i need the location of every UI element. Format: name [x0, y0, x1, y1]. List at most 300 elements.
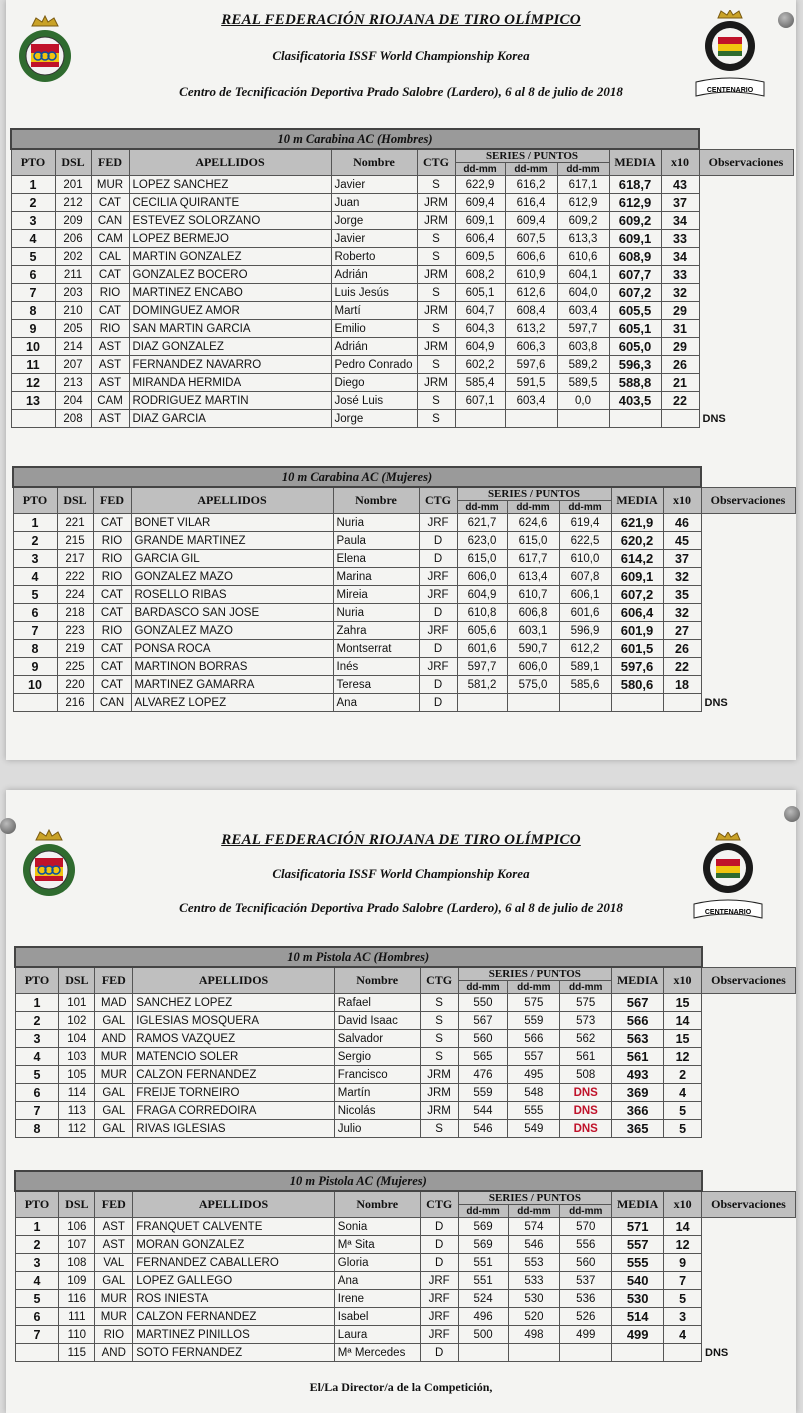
series-score-cell: 496	[458, 1308, 508, 1326]
observations-cell	[701, 676, 795, 694]
average-cell: 540	[612, 1272, 664, 1290]
federation-cell: CAT	[93, 640, 131, 658]
surname-cell: SOTO FERNANDEZ	[133, 1344, 335, 1362]
col-pto-header: PTO	[15, 1191, 59, 1218]
observations-cell	[699, 356, 793, 374]
federation-title: REAL FEDERACIÓN RIOJANA DE TIRO OLÍMPICO	[221, 12, 581, 28]
average-cell: 607,7	[609, 266, 661, 284]
col-media-header: MEDIA	[612, 967, 664, 994]
series-score-cell: 608,2	[455, 266, 505, 284]
rank-cell: 4	[11, 230, 55, 248]
col-dsl-header: DSL	[59, 967, 95, 994]
average-cell	[611, 694, 663, 712]
category-cell: D	[419, 676, 457, 694]
table-row	[13, 586, 795, 604]
series-score-cell: 548	[508, 1084, 560, 1102]
col-apellidos-header: APELLIDOS	[133, 1191, 335, 1218]
series-score-cell: 612,2	[559, 640, 611, 658]
observations-cell	[701, 586, 795, 604]
average-cell: 609,1	[609, 230, 661, 248]
series-score-cell: 609,5	[455, 248, 505, 266]
x10-cell: 5	[664, 1102, 702, 1120]
dsl-cell: 216	[57, 694, 93, 712]
observations-cell	[702, 1066, 796, 1084]
observations-cell	[699, 338, 793, 356]
series-score-cell: 589,2	[557, 356, 609, 374]
series-score-cell: 596,9	[559, 622, 611, 640]
rank-cell	[15, 1344, 59, 1362]
series-score-cell: 546	[458, 1120, 508, 1138]
series-score-cell: 536	[560, 1290, 612, 1308]
rank-cell: 6	[15, 1084, 59, 1102]
average-cell: 620,2	[611, 532, 663, 550]
federation-cell: CAM	[91, 392, 129, 410]
x10-cell: 46	[663, 514, 701, 532]
dsl-cell: 108	[59, 1254, 95, 1272]
federation-cell: AND	[95, 1030, 133, 1048]
series-score-cell	[557, 410, 609, 428]
series-score-cell: 609,4	[505, 212, 557, 230]
first-name-cell: Paula	[333, 532, 419, 550]
series-score-cell: 609,2	[557, 212, 609, 230]
series-score-cell: 526	[560, 1308, 612, 1326]
observations-cell	[702, 1236, 796, 1254]
federation-cell: RIO	[91, 284, 129, 302]
average-cell: 605,1	[609, 320, 661, 338]
series-score-cell: 597,7	[557, 320, 609, 338]
rank-cell: 3	[13, 550, 57, 568]
col-dsl-header: DSL	[55, 149, 91, 176]
federation-cell: MUR	[95, 1308, 133, 1326]
federation-cell: CAT	[93, 676, 131, 694]
average-cell: 614,2	[611, 550, 663, 568]
federation-cell: RIO	[91, 320, 129, 338]
x10-cell: 12	[664, 1236, 702, 1254]
col-observaciones-header: Observaciones	[702, 967, 796, 994]
table-row	[13, 568, 795, 586]
col-fed-header: FED	[91, 149, 129, 176]
table-title: 10 m Carabina AC (Mujeres)	[13, 467, 701, 487]
dsl-cell: 110	[59, 1326, 95, 1344]
table-row	[15, 1218, 796, 1236]
series-score-cell: 549	[508, 1120, 560, 1138]
category-cell: JRF	[420, 1272, 458, 1290]
series-score-cell: 589,5	[557, 374, 609, 392]
table-row	[15, 1084, 796, 1102]
observations-cell	[702, 1048, 796, 1066]
series-score-cell: 590,7	[507, 640, 559, 658]
federation-cell: CAT	[93, 586, 131, 604]
col-series-dd-header: dd-mm	[458, 981, 508, 994]
surname-cell: BARDASCO SAN JOSE	[131, 604, 333, 622]
category-cell: S	[420, 994, 458, 1012]
rank-cell: 2	[15, 1236, 59, 1254]
table-row	[15, 1236, 796, 1254]
series-score-cell: 500	[458, 1326, 508, 1344]
average-cell: 609,2	[609, 212, 661, 230]
x10-cell: 7	[664, 1272, 702, 1290]
x10-cell: 29	[661, 302, 699, 320]
dsl-cell: 208	[55, 410, 91, 428]
average-cell	[609, 410, 661, 428]
observations-cell	[699, 320, 793, 338]
surname-cell: FERNANDEZ NAVARRO	[129, 356, 331, 374]
series-score-cell: 608,4	[505, 302, 557, 320]
rank-cell: 1	[15, 1218, 59, 1236]
dsl-cell: 104	[59, 1030, 95, 1048]
rank-cell: 7	[13, 622, 57, 640]
series-score-cell: 607,8	[559, 568, 611, 586]
series-score-cell: 607,5	[505, 230, 557, 248]
series-score-cell: 602,2	[455, 356, 505, 374]
surname-cell: MARTINEZ GAMARRA	[131, 676, 333, 694]
category-cell: JRM	[417, 212, 455, 230]
dsl-cell: 218	[57, 604, 93, 622]
x10-cell	[664, 1344, 702, 1362]
table-row	[15, 1254, 796, 1272]
first-name-cell: Jorge	[331, 410, 417, 428]
first-name-cell: Jorge	[331, 212, 417, 230]
observations-cell	[702, 1120, 796, 1138]
average-cell: 606,4	[611, 604, 663, 622]
observations-cell	[701, 550, 795, 568]
observations-cell	[702, 1218, 796, 1236]
observations-cell	[699, 266, 793, 284]
table-row	[13, 514, 795, 532]
col-nombre-header: Nombre	[334, 967, 420, 994]
surname-cell: FREIJE TORNEIRO	[133, 1084, 334, 1102]
series-score-cell: 566	[508, 1030, 560, 1048]
average-cell: 557	[612, 1236, 664, 1254]
col-fed-header: FED	[95, 967, 133, 994]
x10-cell: 34	[661, 212, 699, 230]
dsl-cell: 217	[57, 550, 93, 568]
col-series-dd-header: dd-mm	[559, 501, 611, 514]
category-cell: JRM	[420, 1066, 458, 1084]
category-cell: JRF	[419, 586, 457, 604]
x10-cell: 12	[664, 1048, 702, 1066]
category-cell: D	[419, 694, 457, 712]
category-cell: D	[419, 640, 457, 658]
series-score-cell	[457, 694, 507, 712]
federation-cell: CAM	[91, 230, 129, 248]
observations-cell	[699, 194, 793, 212]
first-name-cell: Mª Sita	[334, 1236, 420, 1254]
surname-cell: GONZALEZ MAZO	[131, 622, 333, 640]
first-name-cell: Sergio	[334, 1048, 420, 1066]
average-cell: 618,7	[609, 176, 661, 194]
average-cell: 601,9	[611, 622, 663, 640]
federation-cell: GAL	[95, 1084, 133, 1102]
series-score-cell: 601,6	[457, 640, 507, 658]
series-score-cell: 613,4	[507, 568, 559, 586]
series-score-cell: 610,8	[457, 604, 507, 622]
rank-cell: 6	[11, 266, 55, 284]
federation-cell: GAL	[95, 1272, 133, 1290]
series-score-cell: 544	[458, 1102, 508, 1120]
col-series-header: SERIES / PUNTOS	[458, 1191, 612, 1205]
series-score-cell: 495	[508, 1066, 560, 1084]
col-media-header: MEDIA	[611, 487, 663, 514]
rank-cell: 1	[15, 994, 59, 1012]
dsl-cell: 109	[59, 1272, 95, 1290]
series-score-cell: 570	[560, 1218, 612, 1236]
first-name-cell: Pedro Conrado	[331, 356, 417, 374]
series-score-cell: 597,6	[505, 356, 557, 374]
surname-cell: FERNANDEZ CABALLERO	[133, 1254, 335, 1272]
first-name-cell: Nicolás	[334, 1102, 420, 1120]
competition-subtitle: Clasificatoria ISSF World Championship Korea	[272, 866, 530, 881]
competition-venue: Centro de Tecnificación Deportiva Prado Salobre (Lardero), 6 al 8 de julio de 2018	[179, 84, 623, 99]
series-score-cell: 604,3	[455, 320, 505, 338]
col-media-header: MEDIA	[609, 149, 661, 176]
rank-cell: 5	[15, 1290, 59, 1308]
competition-venue: Centro de Tecnificación Deportiva Prado Salobre (Lardero), 6 al 8 de julio de 2018	[179, 900, 623, 915]
x10-cell: 4	[664, 1326, 702, 1344]
category-cell: JRF	[419, 622, 457, 640]
series-score-cell: 546	[508, 1236, 560, 1254]
series-score-cell: DNS	[560, 1120, 612, 1138]
x10-cell: 26	[663, 640, 701, 658]
observations-cell	[699, 392, 793, 410]
surname-cell: ROS INIESTA	[133, 1290, 335, 1308]
dsl-cell: 112	[59, 1120, 95, 1138]
series-score-cell	[560, 1344, 612, 1362]
col-series-dd-header: dd-mm	[508, 1205, 560, 1218]
dsl-cell: 103	[59, 1048, 95, 1066]
average-cell: 563	[612, 1030, 664, 1048]
dsl-cell: 204	[55, 392, 91, 410]
first-name-cell: Marina	[333, 568, 419, 586]
series-score-cell: 573	[560, 1012, 612, 1030]
surname-cell: MARTINEZ PINILLOS	[133, 1326, 335, 1344]
federation-cell: AST	[95, 1218, 133, 1236]
col-series-header: SERIES / PUNTOS	[457, 487, 611, 501]
federation-cell: AST	[91, 356, 129, 374]
series-score-cell: 555	[508, 1102, 560, 1120]
x10-cell: 26	[661, 356, 699, 374]
average-cell: 605,5	[609, 302, 661, 320]
x10-cell: 32	[661, 284, 699, 302]
rank-cell: 3	[15, 1254, 59, 1272]
table-row	[11, 302, 793, 320]
dsl-cell: 113	[59, 1102, 95, 1120]
series-score-cell: 616,4	[505, 194, 557, 212]
spacer	[702, 947, 796, 967]
series-score-cell	[508, 1344, 560, 1362]
first-name-cell: Martín	[334, 1084, 420, 1102]
surname-cell: MARTIN GONZALEZ	[129, 248, 331, 266]
category-cell: JRF	[419, 658, 457, 676]
category-cell: JRF	[420, 1308, 458, 1326]
observations-cell	[699, 284, 793, 302]
series-score-cell: 551	[458, 1272, 508, 1290]
rank-cell: 7	[15, 1326, 59, 1344]
federation-cell: RIO	[95, 1326, 133, 1344]
series-score-cell: 606,8	[507, 604, 559, 622]
surname-cell: ALVAREZ LOPEZ	[131, 694, 333, 712]
first-name-cell: Javier	[331, 176, 417, 194]
surname-cell: ESTEVEZ SOLORZANO	[129, 212, 331, 230]
dsl-cell: 225	[57, 658, 93, 676]
series-score-cell: 562	[560, 1030, 612, 1048]
series-score-cell: 557	[508, 1048, 560, 1066]
dsl-cell: 222	[57, 568, 93, 586]
observations-cell: DNS	[702, 412, 726, 425]
x10-cell: 35	[663, 586, 701, 604]
series-score-cell: 615,0	[457, 550, 507, 568]
federation-cell: MUR	[95, 1066, 133, 1084]
results-table	[12, 466, 796, 712]
col-apellidos-header: APELLIDOS	[133, 967, 334, 994]
col-fed-header: FED	[95, 1191, 133, 1218]
surname-cell: MATENCIO SOLER	[133, 1048, 334, 1066]
observations-cell: DNS	[705, 1346, 729, 1359]
col-series-dd-header: dd-mm	[557, 163, 609, 176]
x10-cell: 5	[664, 1120, 702, 1138]
x10-cell: 32	[663, 568, 701, 586]
table-title: 10 m Pistola AC (Hombres)	[15, 947, 702, 967]
col-ctg-header: CTG	[419, 487, 457, 514]
series-score-cell: 609,1	[455, 212, 505, 230]
series-score-cell: 575,0	[507, 676, 559, 694]
col-x10-header: x10	[663, 487, 701, 514]
observations-cell	[701, 532, 795, 550]
surname-cell: CALZON FERNANDEZ	[133, 1308, 335, 1326]
observations-cell	[701, 658, 795, 676]
series-score-cell: 601,6	[559, 604, 611, 622]
dsl-cell: 205	[55, 320, 91, 338]
rank-cell: 2	[13, 532, 57, 550]
observations-cell	[701, 622, 795, 640]
table-row	[13, 694, 795, 712]
observations-cell	[702, 1308, 796, 1326]
surname-cell: FRAGA CORREDOIRA	[133, 1102, 334, 1120]
federation-cell: CAT	[93, 604, 131, 622]
first-name-cell: Inés	[333, 658, 419, 676]
dsl-cell: 105	[59, 1066, 95, 1084]
x10-cell: 18	[663, 676, 701, 694]
average-cell: 607,2	[609, 284, 661, 302]
spacer	[701, 467, 795, 487]
rank-cell: 2	[15, 1012, 59, 1030]
col-ctg-header: CTG	[420, 1191, 458, 1218]
series-score-cell: 597,7	[457, 658, 507, 676]
series-score-cell: 619,4	[559, 514, 611, 532]
table-row	[15, 1120, 796, 1138]
rank-cell: 10	[11, 338, 55, 356]
series-score-cell: 589,1	[559, 658, 611, 676]
observations-cell	[701, 640, 795, 658]
x10-cell: 15	[664, 1030, 702, 1048]
category-cell: D	[420, 1254, 458, 1272]
table-row	[13, 604, 795, 622]
observations-cell	[699, 212, 793, 230]
series-score-cell: 607,1	[455, 392, 505, 410]
surname-cell: SAN MARTIN GARCIA	[129, 320, 331, 338]
table-row	[15, 1012, 796, 1030]
average-cell: 571	[612, 1218, 664, 1236]
observations-cell	[699, 248, 793, 266]
first-name-cell: Sonia	[334, 1218, 420, 1236]
table-title: 10 m Pistola AC (Mujeres)	[15, 1171, 702, 1191]
federation-cell: AST	[91, 338, 129, 356]
series-score-cell: 617,1	[557, 176, 609, 194]
spacer	[699, 129, 793, 149]
first-name-cell: Adrián	[331, 338, 417, 356]
rank-cell: 1	[13, 514, 57, 532]
dsl-cell: 219	[57, 640, 93, 658]
table-row	[15, 1048, 796, 1066]
federation-cell: MUR	[95, 1048, 133, 1066]
surname-cell: DIAZ GONZALEZ	[129, 338, 331, 356]
first-name-cell: Juan	[331, 194, 417, 212]
observations-cell	[699, 230, 793, 248]
category-cell: S	[420, 1030, 458, 1048]
series-score-cell: 617,7	[507, 550, 559, 568]
first-name-cell: Luis Jesús	[331, 284, 417, 302]
first-name-cell: Emilio	[331, 320, 417, 338]
federation-cell: AST	[91, 410, 129, 428]
category-cell: S	[417, 410, 455, 428]
x10-cell: 32	[663, 604, 701, 622]
series-score-cell: 569	[458, 1218, 508, 1236]
x10-cell: 15	[664, 994, 702, 1012]
table-title: 10 m Carabina AC (Hombres)	[11, 129, 699, 149]
federation-cell: MAD	[95, 994, 133, 1012]
table-row	[11, 356, 793, 374]
rank-cell: 8	[15, 1120, 59, 1138]
first-name-cell: Nuria	[333, 604, 419, 622]
badge-label: CENTENARIO	[706, 87, 754, 94]
series-score-cell: 603,1	[507, 622, 559, 640]
average-cell	[612, 1344, 664, 1362]
x10-cell: 33	[661, 266, 699, 284]
dsl-cell: 116	[59, 1290, 95, 1308]
category-cell: S	[417, 320, 455, 338]
dsl-cell: 221	[57, 514, 93, 532]
category-cell: JRF	[419, 568, 457, 586]
series-score-cell: 606,0	[457, 568, 507, 586]
category-cell: S	[417, 356, 455, 374]
surname-cell: IGLESIAS MOSQUERA	[133, 1012, 334, 1030]
dsl-cell: 106	[59, 1218, 95, 1236]
dsl-cell: 215	[57, 532, 93, 550]
dsl-cell: 210	[55, 302, 91, 320]
category-cell: S	[420, 1120, 458, 1138]
first-name-cell: Ana	[334, 1272, 420, 1290]
observations-cell	[699, 176, 793, 194]
category-cell: S	[417, 176, 455, 194]
series-score-cell: 610,7	[507, 586, 559, 604]
federation-title: REAL FEDERACIÓN RIOJANA DE TIRO OLÍMPICO	[221, 832, 581, 848]
dsl-cell: 202	[55, 248, 91, 266]
observations-cell	[702, 1254, 796, 1272]
observations-cell: DNS	[704, 696, 728, 709]
table-row	[15, 1290, 796, 1308]
table-row	[13, 532, 795, 550]
average-cell: 567	[612, 994, 664, 1012]
col-media-header: MEDIA	[612, 1191, 664, 1218]
series-score-cell: 553	[508, 1254, 560, 1272]
category-cell: JRM	[417, 374, 455, 392]
first-name-cell: Teresa	[333, 676, 419, 694]
series-score-cell: 623,0	[457, 532, 507, 550]
rank-cell: 7	[15, 1102, 59, 1120]
surname-cell: DIAZ GARCIA	[129, 410, 331, 428]
series-score-cell: 585,4	[455, 374, 505, 392]
first-name-cell: David Isaac	[334, 1012, 420, 1030]
